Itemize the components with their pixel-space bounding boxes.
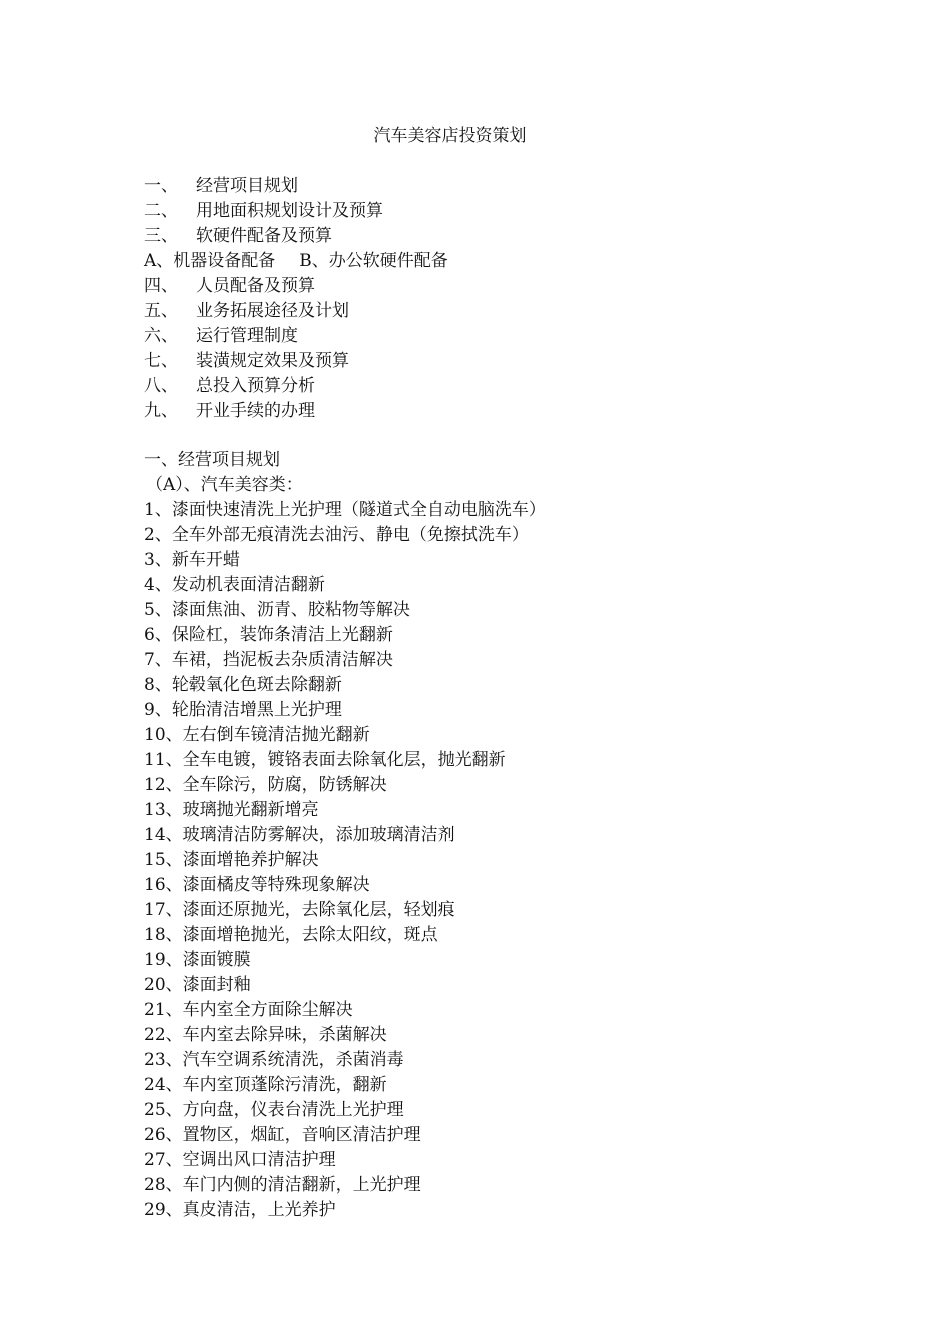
toc-item-2 <box>144 199 864 224</box>
list-item: 8、轮毂氧化色斑去除翻新 <box>144 675 342 695</box>
list-item: 15、漆面增艳养护解决 <box>144 850 319 870</box>
list-item: 6、保险杠，装饰条清洁上光翻新 <box>144 625 393 645</box>
toc-item-number: 六、 <box>144 326 178 346</box>
list-item: 7、车裙，挡泥板去杂质清洁解决 <box>144 650 393 670</box>
toc-item-text: 机器设备配备 <box>173 251 276 271</box>
toc-item-number: 九、 <box>144 401 178 421</box>
service-item-list <box>144 498 864 1223</box>
list-item: 9、轮胎清洁增黑上光护理 <box>144 700 342 720</box>
list-item: 17、漆面还原抛光，去除氧化层，轻划痕 <box>144 900 455 920</box>
toc-item-7 <box>144 349 864 374</box>
list-item: 4、发动机表面清洁翻新 <box>144 575 325 595</box>
list-item: 21、车内室全方面除尘解决 <box>144 1000 353 1020</box>
section-heading: 一、经营项目规划 <box>144 450 280 470</box>
toc-item-5 <box>144 299 864 324</box>
list-item: 20、漆面封釉 <box>144 975 251 995</box>
list-item: 1、漆面快速清洗上光护理（隧道式全自动电脑洗车） <box>144 500 546 520</box>
list-item: 22、车内室去除异味，杀菌解决 <box>144 1025 387 1045</box>
list-item: 29、真皮清洁，上光养护 <box>144 1200 336 1220</box>
toc-item-3 <box>144 224 864 249</box>
list-item: 25、方向盘，仪表台清洗上光护理 <box>144 1100 404 1120</box>
toc-item-number: 二、 <box>144 201 178 221</box>
toc-item-text: 开业手续的办理 <box>196 401 315 421</box>
toc-item-number: A、 <box>144 251 174 271</box>
toc-item-8 <box>144 374 864 399</box>
toc-item-number: 八、 <box>144 376 178 396</box>
section-business-planning <box>144 448 864 1223</box>
list-item: 16、漆面橘皮等特殊现象解决 <box>144 875 370 895</box>
toc-item-number: 四、 <box>144 276 178 296</box>
list-item: 11、全车电镀，镀铬表面去除氧化层，抛光翻新 <box>144 750 506 770</box>
toc-item-text: 总投入预算分析 <box>196 376 315 396</box>
list-item: 5、漆面焦油、沥青、胶粘物等解决 <box>144 600 410 620</box>
toc-item-text: 软硬件配备及预算 <box>196 226 332 246</box>
table-of-contents <box>144 174 864 424</box>
list-item: 24、车内室顶蓬除污清洗，翻新 <box>144 1075 387 1095</box>
list-item: 26、置物区，烟缸，音响区清洁护理 <box>144 1125 421 1145</box>
list-item: 23、汽车空调系统清洗，杀菌消毒 <box>144 1050 404 1070</box>
list-item: 27、空调出风口清洁护理 <box>144 1150 336 1170</box>
toc-item-1 <box>144 174 864 199</box>
list-item: 28、车门内侧的清洁翻新，上光护理 <box>144 1175 421 1195</box>
toc-item-6 <box>144 324 864 349</box>
toc-item-text: 人员配备及预算 <box>196 276 315 296</box>
toc-item-number-b: B、 <box>299 251 329 271</box>
list-item: 3、新车开蜡 <box>144 550 240 570</box>
toc-item-text: 运行管理制度 <box>196 326 298 346</box>
document-title: 汽车美容店投资策划 <box>373 126 527 146</box>
toc-item-text: 装潢规定效果及预算 <box>196 351 349 371</box>
list-item: 13、玻璃抛光翻新增亮 <box>144 800 319 820</box>
toc-item-number: 三、 <box>144 226 178 246</box>
toc-item-number: 五、 <box>144 301 178 321</box>
toc-item-number: 七、 <box>144 351 178 371</box>
list-item: 12、全车除污，防腐，防锈解决 <box>144 775 387 795</box>
list-item: 2、全车外部无痕清洗去油污、静电（免擦拭洗车） <box>144 525 529 545</box>
list-item: 10、左右倒车镜清洁抛光翻新 <box>144 725 370 745</box>
section-subheading: （A）、汽车美容类： <box>146 475 303 495</box>
list-item: 19、漆面镀膜 <box>144 950 251 970</box>
toc-item-text: 业务拓展途径及计划 <box>196 301 349 321</box>
toc-item-3-sub <box>144 249 864 274</box>
toc-item-9 <box>144 399 864 424</box>
toc-item-text: 用地面积规划设计及预算 <box>196 201 383 221</box>
toc-item-number: 一、 <box>144 176 178 196</box>
toc-item-4 <box>144 274 864 299</box>
toc-item-text: 经营项目规划 <box>196 176 298 196</box>
list-item: 14、玻璃清洁防雾解决，添加玻璃清洁剂 <box>144 825 455 845</box>
list-item: 18、漆面增艳抛光，去除太阳纹，斑点 <box>144 925 438 945</box>
toc-item-text-b: 办公软硬件配备 <box>328 251 448 271</box>
